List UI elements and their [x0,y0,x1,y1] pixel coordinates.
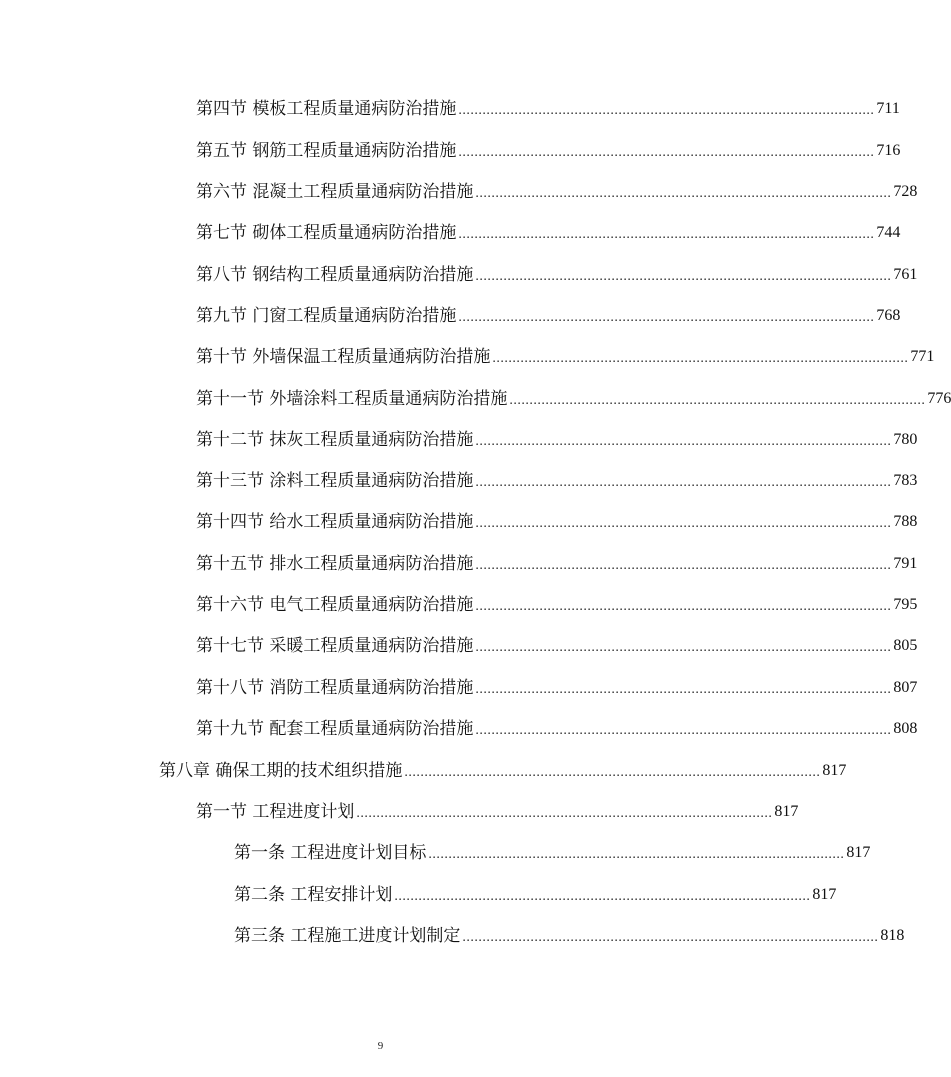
toc-entry-title: 第一条 工程进度计划目标 [234,843,427,863]
toc-entry-title: 第十八节 消防工程质量通病防治措施 [196,678,474,698]
toc-entry-page: 805 [893,637,918,654]
toc-entry-title: 第五节 钢筋工程质量通病防治措施 [196,141,457,161]
toc-entry[interactable] [196,507,918,533]
toc-entry-title: 第四节 模板工程质量通病防治措施 [196,99,457,119]
toc-entry[interactable] [196,384,951,410]
toc-entry[interactable] [196,631,918,657]
toc-entry-page: 783 [893,472,918,489]
toc-entry[interactable] [196,797,799,823]
toc-entry-page: 807 [893,679,918,696]
toc-entry-page: 780 [893,431,918,448]
toc-leader-dots: ........................................................................................................ [458,310,875,325]
toc-entry-page: 771 [910,348,935,365]
toc-leader-dots: ........................................................................................................ [462,930,879,945]
toc-entry-title: 第八章 确保工期的技术组织措施 [159,761,403,781]
toc-entry[interactable] [196,260,918,286]
toc-entry-page: 761 [893,266,918,283]
toc-entry-page: 788 [893,513,918,530]
toc-entry-title: 第十五节 排水工程质量通病防治措施 [196,554,474,574]
toc-leader-dots: ........................................................................................................ [475,640,892,655]
toc-entry[interactable] [196,590,918,616]
toc-leader-dots: ........................................................................................................ [475,599,892,614]
toc-entry-page: 817 [822,762,847,779]
toc-entry-title: 第十节 外墙保温工程质量通病防治措施 [196,347,491,367]
toc-entry-page: 808 [893,720,918,737]
toc-entry-page: 817 [774,803,799,820]
toc-entry-title: 第十一节 外墙涂料工程质量通病防治措施 [196,389,508,409]
toc-entry[interactable] [196,94,900,120]
toc-entry-page: 776 [927,390,951,407]
toc-entry-page: 711 [876,100,900,117]
toc-entry-title: 第十六节 电气工程质量通病防治措施 [196,595,474,615]
toc-leader-dots: ........................................................................................................ [492,351,909,366]
toc-leader-dots: ........................................................................................................ [394,889,811,904]
toc-entry-page: 795 [893,596,918,613]
toc-entry-article[interactable] [234,838,871,864]
toc-entry-title: 第十二节 抹灰工程质量通病防治措施 [196,430,474,450]
toc-leader-dots: ........................................................................................................ [475,186,892,201]
toc-entry-title: 第三条 工程施工进度计划制定 [234,926,461,946]
toc-leader-dots: ........................................................................................................ [475,475,892,490]
toc-entry-title: 第十三节 涂料工程质量通病防治措施 [196,471,474,491]
toc-entry[interactable] [196,549,918,575]
toc-entry-article[interactable] [234,880,837,906]
toc-entry-article[interactable] [234,921,905,947]
toc-entry-page: 744 [876,224,901,241]
toc-entry[interactable] [196,466,918,492]
toc-entry-title: 第十七节 采暖工程质量通病防治措施 [196,636,474,656]
toc-leader-dots: ........................................................................................................ [404,765,821,780]
toc-entry[interactable] [196,177,918,203]
toc-entry[interactable] [196,136,901,162]
toc-leader-dots: ........................................................................................................ [475,723,892,738]
toc-entry-page: 817 [846,844,871,861]
toc-entry-title: 第一节 工程进度计划 [196,802,355,822]
toc-entry[interactable] [196,714,918,740]
toc-entry-page: 791 [893,555,918,572]
toc-leader-dots: ........................................................................................................ [428,847,845,862]
toc-entry-page: 817 [812,886,837,903]
page-number: 9 [377,1040,384,1052]
toc-entry[interactable] [196,218,901,244]
toc-entry-page: 716 [876,142,901,159]
toc-leader-dots: ........................................................................................................ [509,393,926,408]
toc-entry-chapter[interactable] [159,756,847,782]
toc-entry-title: 第九节 门窗工程质量通病防治措施 [196,306,457,326]
toc-entry[interactable] [196,425,918,451]
toc-leader-dots: ........................................................................................................ [356,806,773,821]
toc-leader-dots: ........................................................................................................ [475,558,892,573]
toc-leader-dots: ........................................................................................................ [475,682,892,697]
toc-entry[interactable] [196,673,918,699]
toc-entry-title: 第十九节 配套工程质量通病防治措施 [196,719,474,739]
toc-entry-title: 第八节 钢结构工程质量通病防治措施 [196,265,474,285]
toc-entry-page: 728 [893,183,918,200]
toc-leader-dots: ........................................................................................................ [458,145,875,160]
toc-entry-title: 第六节 混凝土工程质量通病防治措施 [196,182,474,202]
toc-leader-dots: ........................................................................................................ [475,269,892,284]
toc-entry-title: 第七节 砌体工程质量通病防治措施 [196,223,457,243]
toc-entry-title: 第二条 工程安排计划 [234,885,393,905]
toc-entry[interactable] [196,342,935,368]
toc-leader-dots: ........................................................................................................ [458,103,875,118]
toc-entry-title: 第十四节 给水工程质量通病防治措施 [196,512,474,532]
toc-leader-dots: ........................................................................................................ [475,434,892,449]
toc-entry-page: 818 [880,927,905,944]
toc-entry[interactable] [196,301,901,327]
toc-entry-page: 768 [876,307,901,324]
toc-leader-dots: ........................................................................................................ [475,516,892,531]
toc-leader-dots: ........................................................................................................ [458,227,875,242]
